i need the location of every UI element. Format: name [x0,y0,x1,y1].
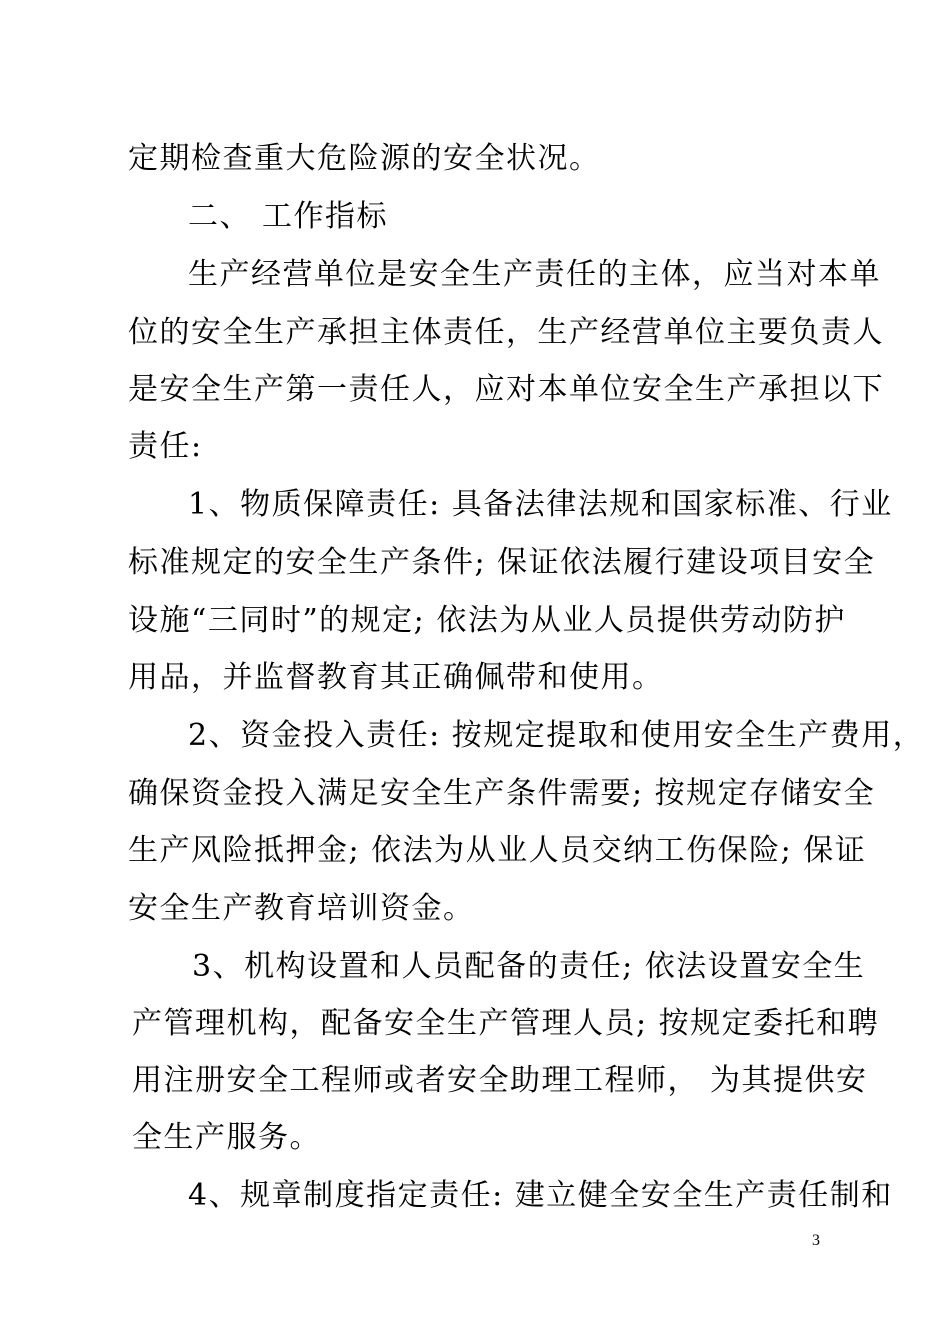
text-line: 确保资金投入满足安全生产条件需要; 按规定存储安全 [128,776,876,811]
section-heading: 二、 工作指标 [188,199,389,234]
text-line: 1、物质保障责任: 具备法律法规和国家标准、行业 [188,487,893,522]
text-line: 标准规定的安全生产条件; 保证依法履行建设项目安全 [128,545,876,580]
text-line: 定期检查重大危险源的安全状况。 [128,141,601,176]
text-line: 责任: [128,429,203,464]
text-line: 是安全生产第一责任人，应对本单位安全生产承担以下 [128,372,884,407]
text-line: 2、资金投入责任: 按规定提取和使用安全生产费用， [188,718,925,753]
text-line: 用注册安全工程师或者安全助理工程师， 为其提供安 [132,1063,868,1098]
text-line: 位的安全生产承担主体责任，生产经营单位主要负责人 [128,315,884,350]
page-number: 3 [812,1232,820,1249]
text-line: 用品，并监督教育其正确佩带和使用。 [128,660,664,695]
text-line: 4、规章制度指定责任: 建立健全安全生产责任制和 [188,1178,893,1213]
text-line: 生产风险抵押金; 依法为从业人员交纳工伤保险; 保证 [128,833,867,868]
text-line: 3、机构设置和人员配备的责任; 依法设置安全生 [192,949,866,984]
text-line: 安全生产教育培训资金。 [128,891,475,926]
text-line: 产管理机构，配备安全生产管理人员; 按规定委托和聘 [132,1006,880,1041]
text-line: 设施“三同时”的规定; 依法为从业人员提供劳动防护 [128,603,846,638]
text-line: 全生产服务。 [132,1120,321,1155]
text-line: 生产经营单位是安全生产责任的主体，应当对本单 [188,257,881,292]
